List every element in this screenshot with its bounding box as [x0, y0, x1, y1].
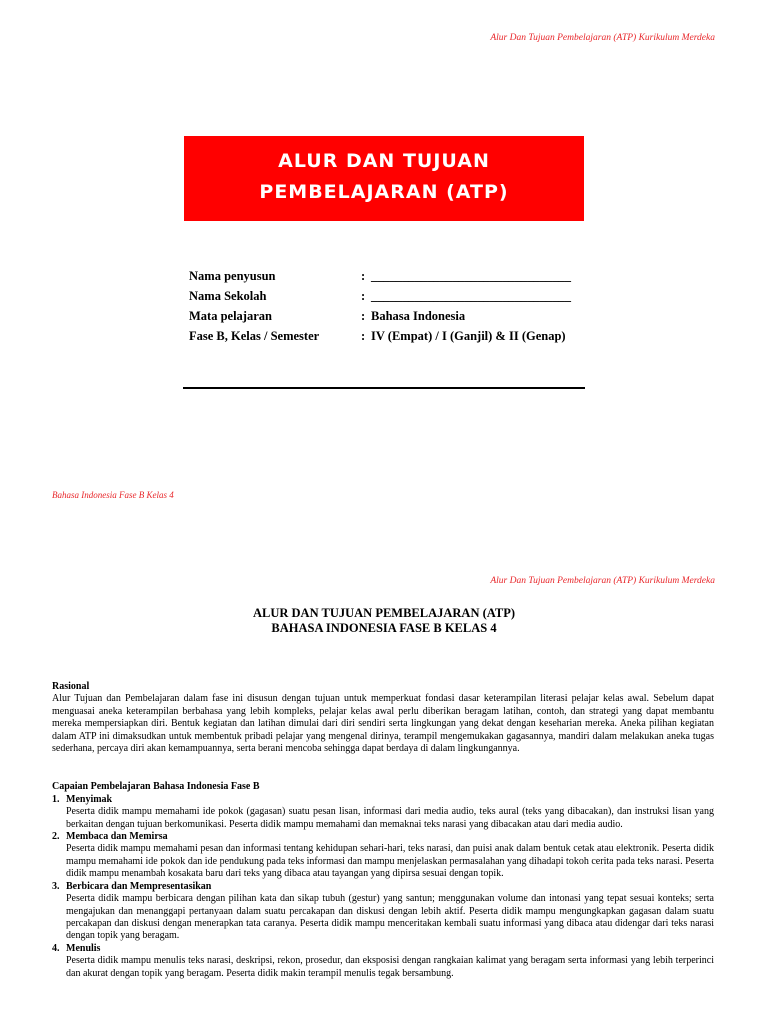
item-number: 3.: [52, 880, 60, 892]
horizontal-rule: [183, 387, 585, 389]
info-colon: :: [361, 288, 366, 303]
info-row-penyusun: [189, 266, 589, 286]
page-header: Alur Dan Tujuan Pembelajaran (ATP) Kurikulum Merdeka: [490, 576, 715, 586]
list-item: [52, 943, 714, 955]
item-title: Membaca dan Memirsa: [66, 831, 168, 843]
item-title: Menyimak: [66, 793, 113, 805]
info-value: Bahasa Indonesia: [371, 308, 466, 323]
item-number: 2.: [52, 831, 60, 843]
info-row-fase: [189, 326, 589, 346]
capaian-heading: Capaian Pembelajaran Bahasa Indonesia Fase B: [52, 781, 260, 793]
info-label: Mata pelajaran: [189, 308, 272, 323]
item-text: Peserta didik mampu berbicara dengan pilihan kata dan sikap tubuh (gestur) yang santun; menggunakan volume dan intonasi yang tepat sesuai konteks; serta mengajukan dan menanggapi pertanyaan dalam suatu percakapan dan diskusi dengan lebih aktif. Peserta didik mampu mengungkapkan gagasan dalam suatu percakapan dan diskusi dengan menerapkan tata caranya. Peserta didik mampu menceritakan kembali suatu informasi yang dibaca atau didengar dari teks narasi dengan topik yang beragam.: [66, 893, 714, 942]
page-header: Alur Dan Tujuan Pembelajaran (ATP) Kurikulum Merdeka: [490, 33, 715, 43]
cover-title-box: [184, 136, 584, 221]
cover-title-line-1: ALUR DAN TUJUAN: [278, 150, 490, 172]
list-item: [52, 794, 714, 806]
identity-table: [189, 266, 589, 346]
rasional-heading: Rasional: [52, 681, 90, 692]
item-text: Peserta didik mampu memahami ide pokok (gagasan) suatu pesan lisan, informasi dari media audio, teks aural (teks yang dibacakan), dan instruksi lisan yang berkaitan dengan tujuan berkomunikasi. Peserta didik mampu memahami dan memaknai teks narasi yang dibacakan atau dari media audio.: [66, 806, 714, 830]
info-row-sekolah: [189, 286, 589, 306]
info-label: Nama penyusun: [189, 268, 276, 283]
item-text: Peserta didik mampu menulis teks narasi, deskripsi, rekon, prosedur, dan eksposisi dengan rangkaian kalimat yang beragam serta informasi yang lebih terperinci dan akurat dengan topik yang beragam. Peserta didik makin terampil menulis tegak bersambung.: [66, 955, 714, 979]
info-colon: :: [361, 268, 366, 283]
item-text: Peserta didik mampu memahami pesan dan informasi tentang kehidupan sehari-hari, teks narasi, dan puisi anak dalam bentuk cetak atau elektronik. Peserta didik mampu memahami ide pokok dan ide pendukung pada teks informasi dan mampu menjelaskan permasalahan yang dihadapi tokoh cerita pada teks narasi. Peserta didik mampu menambah kosakata baru dari teks yang dibaca atau tayangan yang dipirsa sesuai dengan topik.: [66, 843, 714, 880]
info-row-mapel: [189, 306, 589, 326]
document-title-line-1: ALUR DAN TUJUAN PEMBELAJARAN (ATP): [252, 606, 516, 620]
document-body: [52, 681, 714, 980]
page-footer: Bahasa Indonesia Fase B Kelas 4: [52, 490, 174, 500]
document-title-line-2: BAHASA INDONESIA FASE B KELAS 4: [271, 621, 497, 635]
info-label: Nama Sekolah: [189, 288, 267, 303]
cover-title-line-2: PEMBELAJARAN (ATP): [259, 181, 509, 203]
item-number: 1.: [52, 793, 60, 805]
document-title: [0, 606, 768, 636]
section-spacer: [52, 755, 714, 781]
item-number: 4.: [52, 942, 60, 954]
info-label: Fase B, Kelas / Semester: [189, 328, 320, 343]
info-colon: :: [361, 328, 366, 343]
info-value: IV (Empat) / I (Ganjil) & II (Genap): [371, 328, 566, 343]
item-title: Berbicara dan Mempresentasikan: [66, 880, 212, 892]
list-item: [52, 881, 714, 893]
info-colon: :: [361, 308, 366, 323]
info-value: ________________________________: [371, 288, 571, 303]
info-value: ________________________________: [371, 268, 571, 283]
item-title: Menulis: [66, 942, 101, 954]
rasional-paragraph: Alur Tujuan dan Pembelajaran dalam fase ini disusun dengan tujuan untuk memperkuat fondasi dasar keterampilan literasi pelajar kelas awal. Sebelum dapat menguasai aneka keterampilan berbahasa yang lebih kompleks, pelajar kelas awal perlu diberikan beragam latihan, contoh, dan strategi yang dapat membantu mereka mempersiapkan diri. Bentuk kegiatan dan latihan dimulai dari diri sendiri serta lingkungan yang dekat dengan keseharian mereka. Aneka pilihan kegiatan dalam ATP ini dimaksudkan untuk membentuk pribadi pelajar yang mengenal dirinya, terampil mengemukakan gagasannya, mandiri dalam melakukan aneka tugas sederhana, percaya diri akan kemampuannya, serta berani mencoba sehingga dapat berdaya di dalam lingkungannya.: [52, 693, 714, 755]
list-item: [52, 831, 714, 843]
